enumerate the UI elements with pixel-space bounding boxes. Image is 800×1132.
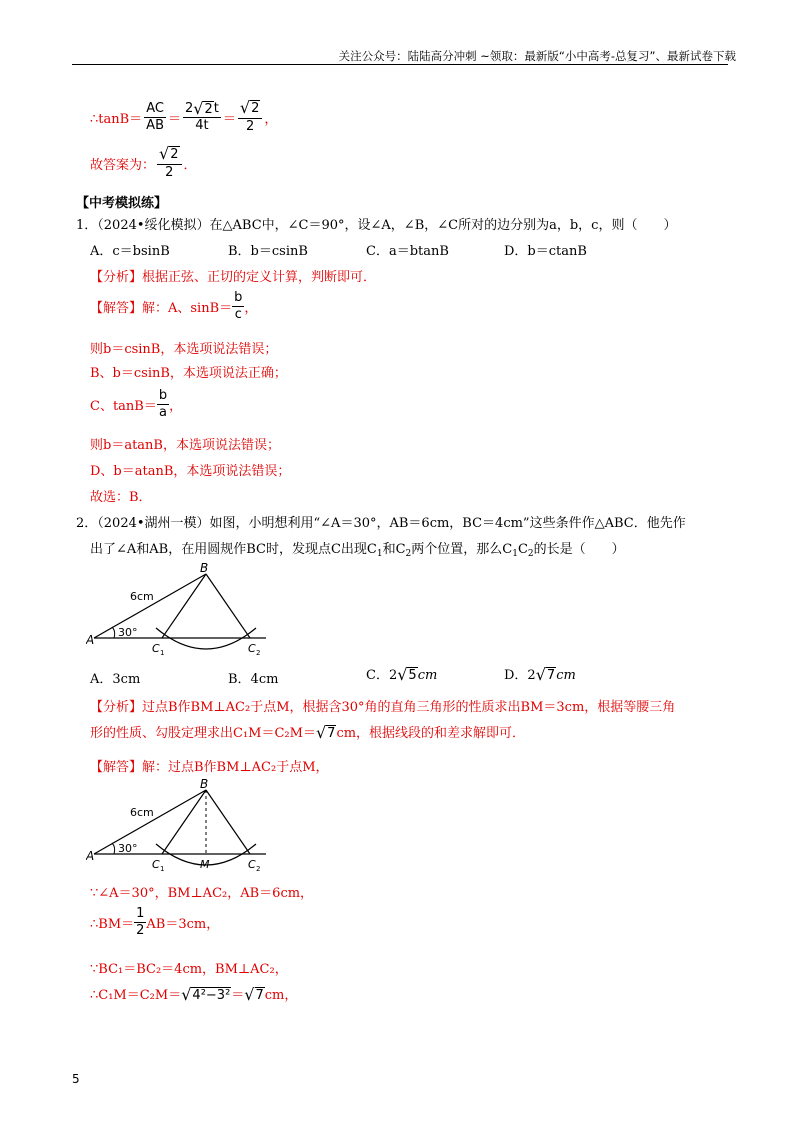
answer-fraction: √ 2 2 <box>157 146 181 181</box>
fraction-root2-2: √ 2 2 <box>238 100 262 135</box>
q2-analysis-1: 【分析】过点B作BM⊥AC₂于点M，根据含30°角的直角三角形的性质求出BM＝3cm，根据等腰三角 <box>90 700 676 715</box>
page-number: 5 <box>72 1072 80 1086</box>
q2-solution-figure <box>86 778 276 878</box>
equals: ＝ <box>167 112 181 127</box>
page-header: 关注公众号：陆陆高分冲刺 ~领取：最新版“小中高考-总复习”、最新试卷下载 <box>338 49 736 63</box>
q1-solution-3: B、b＝csinB，本选项说法正确； <box>90 366 287 381</box>
equals: ＝ <box>222 112 236 127</box>
q2-figure <box>86 558 276 658</box>
q1-option-d: D．b＝ctanB <box>504 244 587 259</box>
q2-option-d: D．2 √ 7 cm <box>504 665 576 684</box>
therefore-tan: ∴tanB＝ <box>90 112 143 127</box>
q1-solution-7: 故选：B． <box>90 490 152 505</box>
label-C1-sub: 1 <box>160 649 165 657</box>
tan-result-line <box>90 100 277 135</box>
fraction-b-a: $\frac{b}{a}$ <box>158 388 168 420</box>
label-30deg: 30° <box>118 626 138 639</box>
q2-stem-1: 2．（2024•湖州一模）如图，小明想利用“∠A＝30°，AB＝6cm，BC＝4cm”这些条件作△ABC．他先作 <box>76 516 686 531</box>
q2-option-b: B．4cm <box>228 672 279 687</box>
fraction-2root2t-4t: 2 √ 2 t 4t <box>185 99 219 133</box>
section-title: 【中考模拟练】 <box>76 196 168 211</box>
label-C2-sub: 2 <box>256 649 261 657</box>
fraction-b-c: $\frac{b}{c}$ <box>234 290 243 322</box>
q2-option-a: A．3cm <box>90 672 141 687</box>
label-A: A <box>86 633 95 647</box>
header-rule <box>72 64 728 65</box>
label-C2: C <box>248 858 256 871</box>
q2-option-c: C．2 √ 5 cm <box>366 665 438 684</box>
sqrt-4sq-3sq: √ 4²−3² <box>181 985 231 1004</box>
q2-stem-2: 出了∠A和AB，在用圆规作BC时，发现点C出现$C_1$和$C_2$两个位置，那么$C_1C_2$的长是（ ） <box>90 542 625 559</box>
fraction-1-2: $\frac{1}{2}$ <box>136 906 145 938</box>
label-C2-sub: 2 <box>256 865 261 873</box>
label-C1: C <box>152 858 160 871</box>
q1-option-c: C．a＝btanB <box>366 244 449 259</box>
q1-stem: 1．（2024•绥化模拟）在△ABC中，∠C＝90°，设∠A，∠B，∠C所对的边分别为a，b，c，则（ ） <box>76 218 677 233</box>
q1-analysis: 【分析】根据正弦、正切的定义计算，判断即可． <box>90 270 377 285</box>
q2-step-3: ∵BC₁＝BC₂＝4cm，BM⊥AC₂， <box>90 962 288 977</box>
q2-step-1: ∵∠A＝30°，BM⊥AC₂，AB＝6cm， <box>90 886 314 901</box>
label-C1-sub: 1 <box>160 865 165 873</box>
sqrt-7: √ 7 <box>244 985 264 1004</box>
q1-solution-5: 则b＝atanB，本选项说法错误； <box>90 438 280 453</box>
q2-solution-intro: 【解答】解：过点B作BM⊥AC₂于点M， <box>90 760 329 775</box>
comma: ， <box>264 112 278 127</box>
q1-option-b: B．b＝csinB <box>228 244 308 259</box>
q1-solution-6: D、b＝atanB，本选项说法错误； <box>90 464 291 479</box>
label-C2: C <box>248 642 256 655</box>
q2-step-4: ∴C₁M＝C₂M＝ √ 4²−3² ＝ √ 7 cm， <box>90 985 298 1004</box>
q2-step-2: ∴BM＝ $\frac{1}{2}$ AB＝3cm， <box>90 906 220 938</box>
q1-solution-4: C、tanB＝ $\frac{b}{a}$ ， <box>90 388 183 420</box>
q1-solution-1: 【解答】解：A、sinB＝ $\frac{b}{c}$ ， <box>90 290 258 322</box>
q1-option-a: A．c＝bsinB <box>90 244 170 259</box>
label-M: M <box>200 858 210 871</box>
answer-line: 故答案为： √ 2 2 ． <box>90 144 197 180</box>
label-6cm: 6cm <box>130 806 154 819</box>
label-B: B <box>200 778 209 791</box>
label-C1: C <box>152 642 160 655</box>
fraction-ac-ab: $\frac{AC}{AB}$ <box>146 101 164 133</box>
label-B: B <box>200 561 209 575</box>
q2-analysis-2: 形的性质、勾股定理求出C₁M＝C₂M＝ √ 7 cm，根据线段的和差求解即可． <box>90 723 526 742</box>
q1-solution-2: 则b＝csinB，本选项说法错误； <box>90 342 278 357</box>
label-6cm: 6cm <box>130 590 154 603</box>
label-A: A <box>86 849 95 863</box>
label-30deg: 30° <box>118 842 138 855</box>
